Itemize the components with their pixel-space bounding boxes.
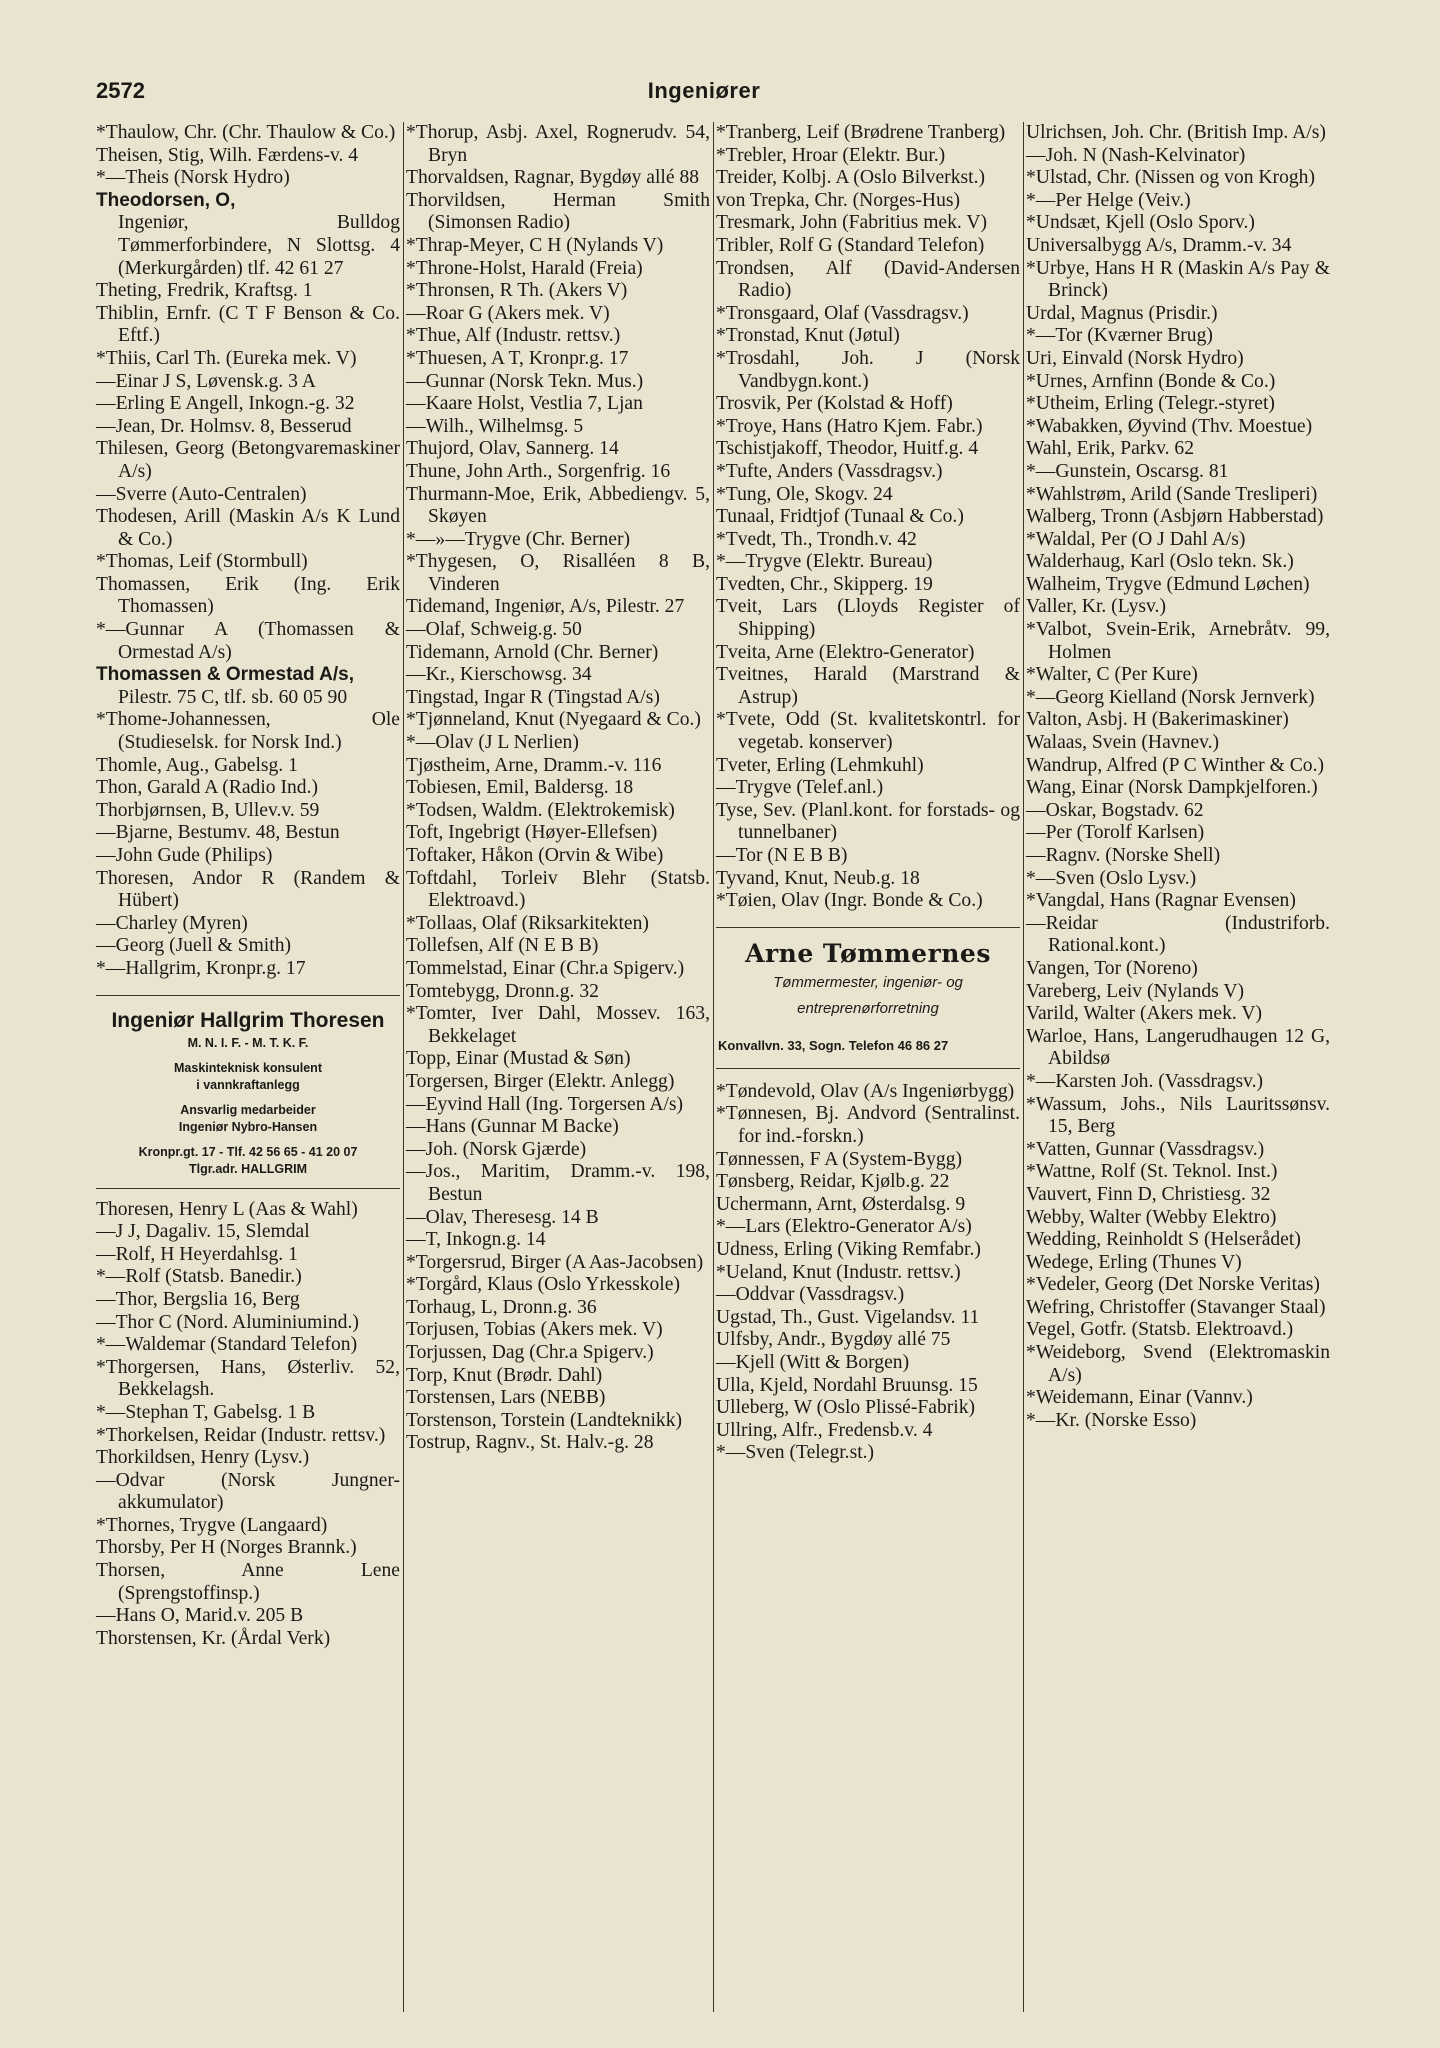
ad-memberships: M. N. I. F. - M. T. K. F. [187,1035,309,1050]
directory-entry: *—Trygve (Elektr. Bureau) [716,551,933,573]
directory-entry: Tidemann, Arnold (Chr. Berner) [406,641,659,663]
directory-entry: Pilestr. 75 C, tlf. sb. 60 05 90 [118,686,348,708]
directory-entry: *Thornes, Trygve (Langaard) [96,1514,328,1536]
directory-entry: *Tøien, Olav (Ingr. Bonde & Co.) [716,890,983,912]
directory-entry: —Kaare Holst, Vestlia 7, Ljan [406,393,643,415]
directory-entry: *Vangdal, Hans (Ragnar Evensen) [1026,890,1296,912]
advertisement-hallgrim-thoresen [96,995,400,1189]
directory-entry: Theting, Fredrik, Kraftsg. 1 [96,280,313,302]
directory-entry: Thomassen, Erik (Ing. Erik Thomassen) [96,573,400,618]
directory-entry: Toftdahl, Torleiv Blehr (Statsb. Elektroavd.) [406,867,710,912]
directory-entry: —John Gude (Philips) [96,845,273,866]
directory-entry: Tribler, Rolf G (Standard Telefon) [716,234,985,256]
directory-entry: Torjusen, Tobias (Akers mek. V) [406,1319,663,1341]
directory-entry: *Waldal, Per (O J Dahl A/s) [1026,528,1246,550]
directory-entry: Treider, Kolbj. A (Oslo Bilverkst.) [716,167,985,189]
directory-entry: —Hans (Gunnar M Backe) [406,1116,619,1138]
directory-entry: Thoresen, Andor R (Randem & Hübert) [96,867,400,912]
directory-entry: Tveit, Lars (Lloyds Register of Shipping) [716,596,1020,641]
directory-entry: —J J, Dagaliv. 15, Slemdal [96,1221,310,1243]
directory-entry: *Thorkelsen, Reidar (Industr. rettsv.) [96,1424,386,1446]
directory-entry: —T, Inkogn.g. 14 [406,1229,546,1251]
directory-entry: —Tor (N E B B) [716,845,848,866]
directory-entry: Universalbygg A/s, Dramm.-v. 34 [1026,234,1292,256]
directory-entry: *Tollaas, Olaf (Riksarkitekten) [406,912,649,934]
directory-entry: Vegel, Gotfr. (Statsb. Elektroavd.) [1026,1319,1294,1341]
directory-entry: Toft, Ingebrigt (Høyer-Ellefsen) [406,822,658,844]
directory-entry: Wang, Einar (Norsk Dampkjelforen.) [1026,777,1318,799]
directory-entry: *—Gunstein, Oscarsg. 81 [1026,460,1229,482]
directory-entry: —Ragnv. (Norske Shell) [1026,845,1221,866]
directory-entry: Tønsberg, Reidar, Kjølb.g. 22 [716,1171,950,1193]
directory-entry: Ulleberg, W (Oslo Plissé-Fabrik) [716,1397,976,1419]
directory-entry: *—»—Trygve (Chr. Berner) [406,528,631,550]
directory-entry: *—Lars (Elektro-Generator A/s) [716,1216,972,1238]
directory-entry: Torp, Knut (Brødr. Dahl) [406,1364,603,1386]
directory-entry: Vangen, Tor (Noreno) [1026,957,1198,979]
directory-entry: Tønnessen, F A (System-Bygg) [716,1148,963,1170]
directory-entry: Thorsby, Per H (Norges Brannk.) [96,1537,357,1559]
directory-entry: *—Gunnar A (Thomassen & Ormestad A/s) [96,619,400,663]
directory-entry: Webby, Walter (Webby Elektro) [1026,1206,1277,1228]
directory-entry: —Sverre (Auto-Centralen) [96,483,307,505]
directory-entry: Uri, Einvald (Norsk Hydro) [1026,347,1244,369]
directory-entry: —Wilh., Wilhelmsg. 5 [406,415,584,437]
directory-entry: Ulfsby, Andr., Bygdøy allé 75 [716,1329,951,1351]
directory-entry: —Per (Torolf Karlsen) [1026,822,1205,844]
directory-entry: Tollefsen, Alf (N E B B) [406,935,599,957]
ad-line: Tømmermester, ingeniør- og [773,973,963,991]
directory-entry: *Tronstad, Knut (Jøtul) [716,325,900,347]
directory-entry: Tveita, Arne (Elektro-Generator) [716,641,975,663]
column-divider [1023,122,1024,2012]
directory-entry: Thodesen, Arill (Maskin A/s K Lund & Co.) [96,506,400,550]
column-divider [403,122,404,2012]
directory-entry: Tunaal, Fridtjof (Tunaal & Co.) [716,506,964,528]
directory-entry: *Trosdahl, Joh. J (Norsk Vandbygn.kont.) [716,347,1020,392]
directory-entry: Torstenson, Torstein (Landteknikk) [406,1409,683,1431]
directory-entry: Uchermann, Arnt, Østerdalsg. 9 [716,1193,966,1215]
directory-entry: Tidemand, Ingeniør, A/s, Pilestr. 27 [406,596,685,618]
directory-entry: —Jos., Maritim, Dramm.-v. 198, Bestun [406,1161,710,1205]
directory-entry: *Tønnesen, Bj. Andvord (Sentralinst. for ind.-forskn.) [716,1103,1020,1147]
directory-entry: Thorbjørnsen, B, Ullev.v. 59 [96,799,320,821]
directory-entry: Walheim, Trygve (Edmund Løchen) [1026,573,1310,595]
directory-entry: —Einar J S, Løvensk.g. 3 A [96,370,316,392]
directory-entry: Topp, Einar (Mustad & Søn) [406,1048,631,1070]
directory-entry: Tomtebygg, Dronn.g. 32 [406,980,599,1002]
directory-entry: *Torgård, Klaus (Oslo Yrkesskole) [406,1274,680,1296]
directory-entry: *Tvete, Odd (St. kvalitetskontrl. for vegetab. konserver) [716,709,1020,754]
directory-entry: Udness, Erling (Viking Remfabr.) [716,1238,981,1260]
directory-entry: Theodorsen, O, [96,189,236,211]
directory-entry: —Trygve (Telef.anl.) [716,777,884,799]
directory-entry: Vareberg, Leiv (Nylands V) [1026,980,1245,1002]
directory-entry: *—Stephan T, Gabelsg. 1 B [96,1401,316,1423]
directory-entry: *Ulstad, Chr. (Nissen og von Krogh) [1026,167,1315,189]
directory-entry: —Oddvar (Vassdragsv.) [716,1284,905,1306]
directory-entry: Thon, Garald A (Radio Ind.) [96,777,319,799]
page-header [96,78,1312,112]
directory-entry: *Ueland, Knut (Industr. rettsv.) [716,1261,961,1283]
directory-entry: Wedding, Reinholdt S (Helserådet) [1026,1229,1301,1251]
directory-entry: *Tomter, Iver Dahl, Mossev. 163, Bekkelaget [406,1003,710,1047]
directory-entry: —Olav, Theresesg. 14 B [406,1206,599,1228]
ad-title: Arne Tømmernes [745,938,991,968]
directory-entry: Tveitnes, Harald (Marstrand & Astrup) [716,664,1020,708]
directory-entry: *Weidemann, Einar (Vannv.) [1026,1387,1253,1409]
directory-entry: Warloe, Hans, Langerudhaugen 12 G, Abildsø [1026,1025,1330,1070]
directory-entry: Walberg, Tronn (Asbjørn Habberstad) [1026,506,1324,528]
directory-entry: —Erling E Angell, Inkogn.-g. 32 [96,393,355,415]
directory-entry: *Tung, Ole, Skogv. 24 [716,483,893,505]
directory-entry: Vauvert, Finn D, Christiesg. 32 [1026,1183,1271,1205]
directory-entry: Torhaug, L, Dronn.g. 36 [406,1296,597,1318]
advertisement-arne-tommernes [716,927,1020,1069]
directory-entry: —Roar G (Akers mek. V) [406,302,610,324]
directory-entry: *Wahlstrøm, Arild (Sande Tresliperi) [1026,483,1318,505]
ad-telegram: Tlgr.adr. HALLGRIM [188,1161,308,1176]
directory-entry: Torgersen, Birger (Elektr. Anlegg) [406,1070,675,1092]
ad-line: Ingeniør Nybro-Hansen [178,1119,318,1134]
directory-entry: Thoresen, Henry L (Aas & Wahl) [96,1198,358,1220]
ad-line: entreprenørforretning [797,999,939,1017]
ad-title: Ingeniør Hallgrim Thoresen [111,1008,385,1032]
directory-entry: *Urbye, Hans H R (Maskin A/s Pay & Brinck) [1026,257,1330,302]
directory-entry: Ugstad, Th., Gust. Vigelandsv. 11 [716,1306,980,1328]
directory-entry: —Hans O, Marid.v. 205 B [96,1605,304,1627]
directory-entry: Tommelstad, Einar (Chr.a Spigerv.) [406,957,685,979]
directory-entry: *Tranberg, Leif (Brødrene Tranberg) [716,122,1006,143]
directory-entry: Tvedten, Chr., Skipperg. 19 [716,573,933,595]
directory-columns [96,122,1330,2012]
directory-entry: —Thor C (Nord. Aluminiumind.) [96,1311,359,1333]
column-2 [406,122,710,1455]
directory-entry: Thomle, Aug., Gabelsg. 1 [96,754,298,776]
directory-entry: *Thronsen, R Th. (Akers V) [406,280,628,302]
ad-address: Konvallvn. 33, Sogn. Telefon 46 86 27 [718,1037,949,1053]
directory-entry: Thorvaldsen, Ragnar, Bygdøy allé 88 [406,167,700,189]
directory-entry: —Gunnar (Norsk Tekn. Mus.) [406,370,644,392]
directory-entry: *Thrap-Meyer, C H (Nylands V) [406,234,664,256]
directory-entry: *Thome-Johannessen, Ole (Studieselsk. for Norsk Ind.) [96,709,400,754]
directory-entry: *—Olav (J L Nerlien) [406,732,579,754]
directory-entry: Thorsen, Anne Lene (Sprengstoffinsp.) [96,1560,400,1604]
directory-entry: Tingstad, Ingar R (Tingstad A/s) [406,686,660,708]
directory-entry: Thorkildsen, Henry (Lysv.) [96,1447,310,1469]
directory-entry: *Torgersrud, Birger (A Aas-Jacobsen) [406,1251,704,1273]
directory-entry: Walderhaug, Karl (Oslo tekn. Sk.) [1026,551,1294,573]
ad-line: i vannkraftanlegg [196,1077,300,1092]
directory-entry: Thujord, Olav, Sannerg. 14 [406,438,619,460]
directory-entry: Tyse, Sev. (Planl.kont. for forstads- og tunnelbaner) [716,799,1020,844]
directory-entry: *Weideborg, Svend (Elektromaskin A/s) [1026,1342,1330,1386]
column-1 [96,122,400,1650]
directory-entry: *Urnes, Arnfinn (Bonde & Co.) [1026,370,1276,392]
directory-entry: Trondsen, Alf (David-Andersen Radio) [716,257,1020,302]
directory-entry: *—Hallgrim, Kronpr.g. 17 [96,957,306,979]
directory-entry: —Jean, Dr. Holmsv. 8, Besserud [96,415,352,437]
directory-entry: *Wabakken, Øyvind (Thv. Moestue) [1026,415,1313,437]
directory-entry: Tyvand, Knut, Neub.g. 18 [716,867,920,889]
directory-entry: —Joh. N (Nash-Kelvinator) [1026,144,1246,166]
directory-entry: —Georg (Juell & Smith) [96,935,292,957]
directory-entry: *Wassum, Johs., Nils Lauritssønsv. 15, Berg [1026,1093,1330,1138]
directory-entry: —Kjell (Witt & Borgen) [716,1351,910,1373]
directory-entry: —Olaf, Schweig.g. 50 [406,619,582,641]
directory-entry: Thiblin, Ernfr. (C T F Benson & Co. Eftf.) [96,302,400,347]
directory-entry: Thurmann-Moe, Erik, Abbediengv. 5, Skøyen [406,483,710,528]
directory-entry: —Reidar (Industriforb. Rational.kont.) [1026,912,1330,957]
directory-entry: *—Waldemar (Standard Telefon) [96,1334,358,1356]
directory-entry: Thilesen, Georg (Betongvaremaskiner A/s) [96,438,400,482]
directory-entry: Thorvildsen, Herman Smith (Simonsen Radio) [406,189,710,234]
directory-entry: Ulrichsen, Joh. Chr. (British Imp. A/s) [1026,122,1326,143]
directory-entry: *Thygesen, O, Risalléen 8 B, Vinderen [406,551,710,595]
directory-entry: *—Kr. (Norske Esso) [1026,1409,1197,1431]
directory-entry: Wahl, Erik, Parkv. 62 [1026,438,1195,460]
directory-entry: Valton, Asbj. H (Bakerimaskiner) [1026,709,1289,731]
directory-entry: *Trebler, Hroar (Elektr. Bur.) [716,144,946,166]
directory-entry: *Thue, Alf (Industr. rettsv.) [406,325,621,347]
directory-entry: Thune, John Arth., Sorgenfrig. 16 [406,460,671,482]
directory-entry: —Rolf, H Heyerdahlsg. 1 [96,1243,298,1265]
directory-entry: *Troye, Hans (Hatro Kjem. Fabr.) [716,415,983,437]
directory-entry: Urdal, Magnus (Prisdir.) [1026,302,1218,324]
directory-entry: Walaas, Svein (Havnev.) [1026,732,1220,754]
directory-entry: —Thor, Bergslia 16, Berg [96,1288,300,1310]
directory-entry: Ulla, Kjeld, Nordahl Bruunsg. 15 [716,1374,978,1396]
ad-contact: Kronpr.gt. 17 - Tlf. 42 56 65 - 41 20 07 [138,1144,358,1159]
directory-entry: *Tronsgaard, Olaf (Vassdragsv.) [716,302,969,324]
directory-entry: *—Sven (Oslo Lysv.) [1026,867,1197,889]
directory-entry: *—Rolf (Statsb. Banedir.) [96,1266,302,1288]
directory-entry: *—Per Helge (Veiv.) [1026,189,1191,211]
page-title: Ingeniører [647,78,761,103]
directory-entry: *Throne-Holst, Harald (Freia) [406,257,643,279]
directory-entry: *—Theis (Norsk Hydro) [96,167,290,189]
directory-entry: *—Karsten Joh. (Vassdragsv.) [1026,1070,1264,1092]
directory-entry: *Todsen, Waldm. (Elektrokemisk) [406,799,675,821]
ad-line: Maskinteknisk konsulent [174,1060,322,1075]
directory-entry: Toftaker, Håkon (Orvin & Wibe) [406,845,664,866]
directory-entry: Tobiesen, Emil, Baldersg. 18 [406,777,634,799]
directory-entry: Tjøstheim, Arne, Dramm.-v. 116 [406,754,662,776]
directory-entry: Tschistjakoff, Theodor, Huitf.g. 4 [716,438,979,460]
directory-entry: Wefring, Christoffer (Stavanger Staal) [1026,1296,1326,1318]
directory-entry: *Tvedt, Th., Trondh.v. 42 [716,528,917,550]
directory-entry: Ingeniør, Bulldog Tømmerforbindere, N Slottsg. 4 (Merkurgården) tlf. 42 61 27 [118,212,400,279]
directory-entry: Ullring, Alfr., Fredensb.v. 4 [716,1419,933,1441]
directory-entry: Thorstensen, Kr. (Årdal Verk) [96,1627,331,1649]
directory-entry: *Thorgersen, Hans, Østerliv. 52, Bekkelagsh. [96,1356,400,1401]
directory-entry: Wandrup, Alfred (P C Winther & Co.) [1026,754,1325,776]
column-4 [1026,122,1330,1432]
directory-entry: *Undsæt, Kjell (Oslo Sporv.) [1026,212,1255,234]
directory-entry: Tresmark, John (Fabritius mek. V) [716,212,988,234]
directory-entry: *Thomas, Leif (Stormbull) [96,551,308,573]
directory-entry: *Thiis, Carl Th. (Eureka mek. V) [96,347,357,369]
directory-entry: —Eyvind Hall (Ing. Torgersen A/s) [406,1093,684,1115]
directory-entry: *Tjønneland, Knut (Nyegaard & Co.) [406,709,701,731]
directory-entry: *Vedeler, Georg (Det Norske Veritas) [1026,1274,1320,1296]
directory-entry: *Valbot, Svein-Erik, Arnebråtv. 99, Holmen [1026,619,1330,663]
directory-entry: —Odvar (Norsk Jungner-akkumulator) [96,1469,400,1514]
directory-entry: *—Sven (Telegr.st.) [716,1442,875,1464]
directory-entry: Varild, Walter (Akers mek. V) [1026,1003,1263,1025]
directory-entry: *Vatten, Gunnar (Vassdragsv.) [1026,1138,1265,1160]
directory-entry: *—Georg Kielland (Norsk Jernverk) [1026,686,1315,708]
ad-line: Ansvarlig medarbeider [180,1102,316,1117]
directory-entry: *Utheim, Erling (Telegr.-styret) [1026,393,1275,415]
directory-entry: von Trepka, Chr. (Norges-Hus) [716,189,961,211]
directory-entry: *Thorup, Asbj. Axel, Rognerudv. 54, Bryn [406,122,710,166]
directory-entry: Trosvik, Per (Kolstad & Hoff) [716,393,953,415]
directory-entry: *—Tor (Kværner Brug) [1026,325,1213,347]
directory-entry: —Kr., Kierschowsg. 34 [406,664,592,686]
directory-entry: Torstensen, Lars (NEBB) [406,1387,606,1409]
directory-entry: *Walter, C (Per Kure) [1026,664,1198,686]
directory-entry: Thomassen & Ormestad A/s, [96,664,354,686]
directory-entry: *Thaulow, Chr. (Chr. Thaulow & Co.) [96,122,396,143]
directory-entry: —Joh. (Norsk Gjærde) [406,1138,587,1160]
directory-entry: *Thuesen, A T, Kronpr.g. 17 [406,347,629,369]
column-3 [716,122,1020,1465]
directory-entry: *Tufte, Anders (Vassdragsv.) [716,460,943,482]
directory-entry: *Wattne, Rolf (St. Teknol. Inst.) [1026,1161,1278,1183]
directory-entry: Valler, Kr. (Lysv.) [1026,596,1166,618]
directory-entry: Theisen, Stig, Wilh. Færdens-v. 4 [96,144,359,166]
column-divider [713,122,714,2012]
directory-entry: Tostrup, Ragnv., St. Halv.-g. 28 [406,1432,654,1454]
directory-entry: Torjussen, Dag (Chr.a Spigerv.) [406,1342,654,1364]
directory-entry: *Tøndevold, Olav (A/s Ingeniørbygg) [716,1080,1015,1102]
directory-entry: —Oskar, Bogstadv. 62 [1026,799,1204,821]
directory-entry: —Bjarne, Bestumv. 48, Bestun [96,822,340,844]
directory-entry: Tveter, Erling (Lehmkuhl) [716,754,924,776]
directory-entry: Wedege, Erling (Thunes V) [1026,1251,1242,1273]
page-number: 2572 [96,78,145,103]
directory-entry: —Charley (Myren) [96,912,248,934]
